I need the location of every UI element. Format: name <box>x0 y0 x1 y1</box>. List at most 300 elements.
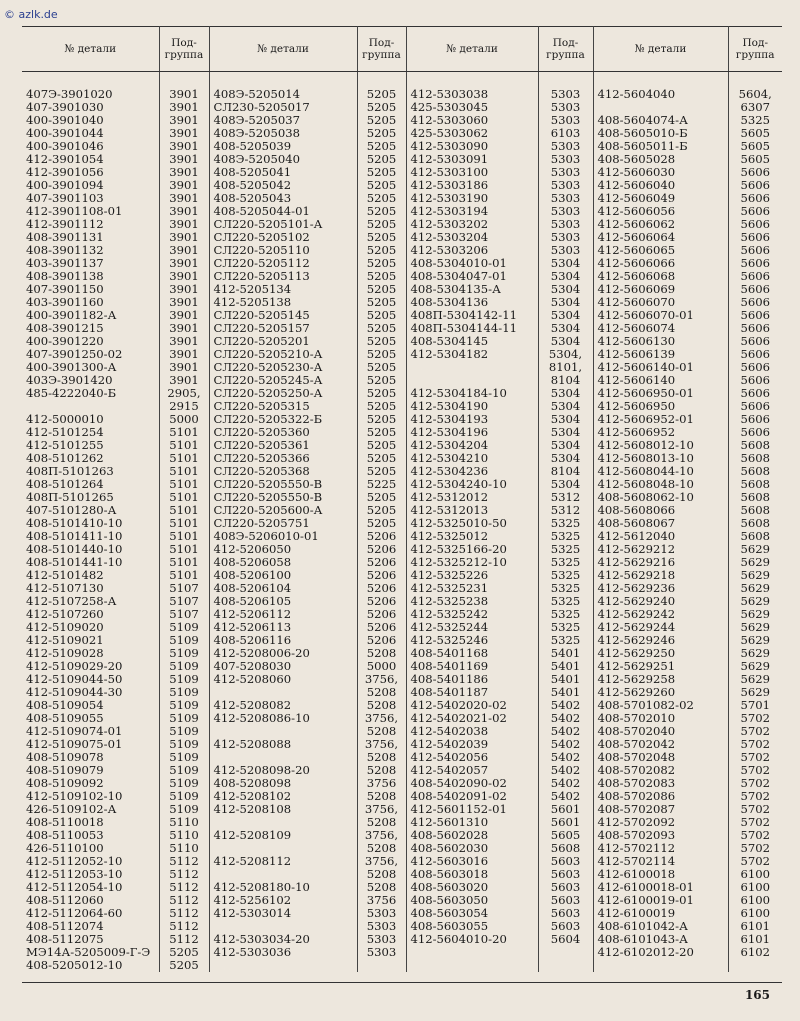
subgroup-cell: 5325 <box>740 114 770 127</box>
subgroup-cell: 3901 <box>159 153 209 166</box>
table-row <box>22 309 782 322</box>
subgroup-cell: 5208 <box>357 764 406 777</box>
part-number-cell: 412-5208098-20 <box>209 764 357 777</box>
table-row <box>22 127 782 140</box>
part-number-cell: 407-3901103 <box>22 192 159 205</box>
part-number-cell: 408-5205042 <box>209 179 357 192</box>
subgroup-cell: 5304 <box>538 478 593 491</box>
part-number-cell: СЛ220-5205315 <box>209 400 357 413</box>
part-number-cell: 412-5208109 <box>209 829 357 842</box>
part-number-cell: 412-5109044-30 <box>22 686 159 699</box>
subgroup-cell: 6307 <box>740 101 770 114</box>
subgroup-cell: 5109 <box>159 777 209 790</box>
table-row <box>22 166 782 179</box>
part-number-cell: 408-5109092 <box>22 777 159 790</box>
part-number-cell: 412-5304193 <box>406 413 538 426</box>
part-number-cell: 412-5112052-10 <box>22 855 159 868</box>
part-number-cell: СЛ220-5205368 <box>209 465 357 478</box>
part-number-cell: 408-5112075 <box>22 933 159 946</box>
subgroup-cell: 5304 <box>538 270 593 283</box>
table-row <box>22 244 782 257</box>
part-number-cell: 412-5608013-10 <box>593 452 728 465</box>
part-number-cell: 412-5208108 <box>209 803 357 816</box>
part-number-cell: 412-5608012-10 <box>593 439 728 452</box>
table-row <box>22 270 782 283</box>
part-number-cell: СЛ220-5205157 <box>209 322 357 335</box>
part-number-cell <box>209 725 357 738</box>
subgroup-cell: 5608 <box>740 517 770 530</box>
subgroup-cell: 5629 <box>740 543 770 556</box>
table-row <box>22 738 782 751</box>
subgroup-cell: 5101 <box>159 491 209 504</box>
part-number-cell: 408-5702083 <box>593 777 728 790</box>
subgroup-cell: 5304 <box>538 439 593 452</box>
part-number-cell: 412-5303091 <box>406 153 538 166</box>
part-number-cell: 408-5205041 <box>209 166 357 179</box>
subgroup-cell: 5107 <box>159 595 209 608</box>
subgroup-cell: 5109 <box>159 790 209 803</box>
subgroup-cell: 3756, <box>357 712 406 725</box>
subgroup-cell: 5402 <box>538 738 593 751</box>
subgroup-cell: 5606 <box>740 335 770 348</box>
subgroup-cell: 5107 <box>159 608 209 621</box>
subgroup-cell: 5629 <box>740 595 770 608</box>
table-row <box>22 816 782 829</box>
part-number-cell: 408-5304145 <box>406 335 538 348</box>
subgroup-cell: 5101 <box>159 439 209 452</box>
subgroup-cell: 5604 <box>538 933 593 946</box>
part-number-cell: СЛ230-5205017 <box>209 101 357 114</box>
subgroup-cell: 5109 <box>159 699 209 712</box>
subgroup-cell: 5112 <box>159 907 209 920</box>
subgroup-cell: 5325 <box>538 517 593 530</box>
subgroup-cell: 5603 <box>538 855 593 868</box>
subgroup-cell: 3901 <box>159 309 209 322</box>
subgroup-cell: 5608 <box>740 439 770 452</box>
part-number-cell: 408-5304010-01 <box>406 257 538 270</box>
part-number-cell: 408-5206116 <box>209 634 357 647</box>
bottom-rule <box>22 982 782 983</box>
table-row <box>22 426 782 439</box>
part-number-cell <box>406 374 538 387</box>
part-number-cell: 408-5603054 <box>406 907 538 920</box>
subgroup-cell: 5606 <box>740 270 770 283</box>
subgroup-cell: 5205 <box>357 361 406 374</box>
part-number-cell: 412-6102012-20 <box>593 946 728 959</box>
subgroup-cell: 5101 <box>159 452 209 465</box>
part-number-cell: 412-5629240 <box>593 595 728 608</box>
part-number-cell: 412-5606140 <box>593 374 728 387</box>
part-number-cell: 412-5606062 <box>593 218 728 231</box>
subgroup-cell: 5000 <box>159 413 209 426</box>
subgroup-cell: 3901 <box>159 140 209 153</box>
subgroup-cell: 5101 <box>159 426 209 439</box>
subgroup-cell: 6101 <box>740 933 770 946</box>
subgroup-cell: 5205 <box>357 387 406 400</box>
part-number-cell: 408-5605028 <box>593 153 728 166</box>
part-number-cell: 408-5109055 <box>22 712 159 725</box>
subgroup-cell: 5206 <box>357 634 406 647</box>
subgroup-cell: 5606 <box>740 257 770 270</box>
part-number-cell: 412-5208082 <box>209 699 357 712</box>
subgroup-cell: 3756, <box>357 673 406 686</box>
subgroup-cell: 3901 <box>159 101 209 114</box>
part-number-cell: 412-5109074-01 <box>22 725 159 738</box>
part-number-cell: 408П-5101265 <box>22 491 159 504</box>
subgroup-cell: 3756 <box>357 894 406 907</box>
part-number-cell: 400-3901220 <box>22 335 159 348</box>
subgroup-cell <box>538 959 593 972</box>
part-number-cell: 408-5101264 <box>22 478 159 491</box>
table-row <box>22 777 782 790</box>
table-row <box>22 335 782 348</box>
part-number-cell: 408-5604074-А <box>593 114 728 127</box>
table-row <box>22 621 782 634</box>
part-number-cell: 412-5208060 <box>209 673 357 686</box>
part-number-cell: 412-5304196 <box>406 426 538 439</box>
subgroup-cell: 5606 <box>740 309 770 322</box>
subgroup-cell: 5303 <box>538 166 593 179</box>
subgroup-cell: 5606 <box>740 192 770 205</box>
part-number-cell: 412-5303206 <box>406 244 538 257</box>
subgroup-cell: 2915 <box>159 400 209 413</box>
subgroup-cell: 5112 <box>159 933 209 946</box>
subgroup-cell: 5702 <box>740 738 770 751</box>
subgroup-cell: 5606 <box>740 218 770 231</box>
table-row <box>22 829 782 842</box>
subgroup-cell: 5205 <box>357 283 406 296</box>
part-number-cell: 408П-5101263 <box>22 465 159 478</box>
part-number-cell: 408-5101410-10 <box>22 517 159 530</box>
subgroup-cell: 5303 <box>357 920 406 933</box>
subgroup-cell <box>357 959 406 972</box>
part-number-cell: 408-3901138 <box>22 270 159 283</box>
table-row <box>22 907 782 920</box>
part-number-cell: 412-5109020 <box>22 621 159 634</box>
part-number-cell: 408-5401168 <box>406 647 538 660</box>
part-number-cell: 408-5101262 <box>22 452 159 465</box>
subgroup-cell: 5205 <box>357 101 406 114</box>
subgroup-cell: 5606 <box>740 166 770 179</box>
part-number-cell: 407Э-3901020 <box>22 72 159 102</box>
subgroup-cell: 5208 <box>357 868 406 881</box>
part-number-header: № детали <box>209 27 357 72</box>
subgroup-cell: 5629 <box>740 660 770 673</box>
part-number-cell: 412-5606952-01 <box>593 413 728 426</box>
part-number-cell: 408Э-5205038 <box>209 127 357 140</box>
subgroup-cell: 5205 <box>357 231 406 244</box>
table-row <box>22 205 782 218</box>
subgroup-cell: 5401 <box>538 686 593 699</box>
part-number-cell <box>406 959 538 972</box>
part-number-cell: 408-5401187 <box>406 686 538 699</box>
table-row <box>22 465 782 478</box>
subgroup-cell: 5110 <box>159 842 209 855</box>
part-number-cell: СЛ220-5205110 <box>209 244 357 257</box>
part-number-header: № детали <box>593 27 728 72</box>
part-number-cell: 412-5612040 <box>593 530 728 543</box>
table-row <box>22 868 782 881</box>
part-number-cell: 412-5606064 <box>593 231 728 244</box>
table-row <box>22 582 782 595</box>
part-number-cell: 412-5107130 <box>22 582 159 595</box>
part-number-cell: 412-5629236 <box>593 582 728 595</box>
subgroup-cell: 5304 <box>538 309 593 322</box>
subgroup-cell: 5325 <box>538 595 593 608</box>
table-row <box>22 634 782 647</box>
part-number-cell: 485-4222040-Б <box>22 387 159 400</box>
table-row <box>22 491 782 504</box>
table-row <box>22 387 782 400</box>
table-row <box>22 283 782 296</box>
subgroup-cell: 5303 <box>357 933 406 946</box>
subgroup-cell: 5206 <box>357 556 406 569</box>
part-number-cell: 412-5109075-01 <box>22 738 159 751</box>
part-number-cell: 412-5606068 <box>593 270 728 283</box>
table-row <box>22 699 782 712</box>
subgroup-cell: 5101 <box>159 569 209 582</box>
part-number-cell: СЛ220-5205322-Б <box>209 413 357 426</box>
part-number-cell: 412-5629218 <box>593 569 728 582</box>
part-number-cell: 412-5206112 <box>209 608 357 621</box>
part-number-cell: СЛ220-5205201 <box>209 335 357 348</box>
table-row <box>22 946 782 959</box>
part-number-cell: 412-5109044-50 <box>22 673 159 686</box>
part-number-cell: 408-5603018 <box>406 868 538 881</box>
subgroup-cell: 5205 <box>357 114 406 127</box>
subgroup-cell: 5303 <box>538 179 593 192</box>
part-number-cell: 426-5109102-А <box>22 803 159 816</box>
subgroup-cell: 5304 <box>538 452 593 465</box>
watermark: © azlk.de <box>4 8 58 21</box>
part-number-cell: 412-5629212 <box>593 543 728 556</box>
part-number-cell: 412-5629251 <box>593 660 728 673</box>
part-number-cell: 412-5629258 <box>593 673 728 686</box>
subgroup-cell: 3901 <box>159 72 209 102</box>
table-row <box>22 478 782 491</box>
part-number-cell: СЛ220-5205113 <box>209 270 357 283</box>
subgroup-cell: 5603 <box>538 894 593 907</box>
part-number-cell: 408П-5304142-11 <box>406 309 538 322</box>
subgroup-cell: 5107 <box>159 582 209 595</box>
subgroup-cell: 5208 <box>357 699 406 712</box>
part-number-cell: СЛ220-5205550-В <box>209 478 357 491</box>
subgroup-cell: 8101, <box>538 361 593 374</box>
part-number-cell: 408-5605010-Б <box>593 127 728 140</box>
subgroup-cell: 5603 <box>538 881 593 894</box>
subgroup-cell: 8104 <box>538 465 593 478</box>
subgroup-cell: 5206 <box>357 621 406 634</box>
subgroup-cell: 5303 <box>538 205 593 218</box>
part-number-cell: 407-3901030 <box>22 101 159 114</box>
subgroup-cell: 6103 <box>538 127 593 140</box>
part-number-cell: 400-3901300-А <box>22 361 159 374</box>
subgroup-cell: 5702 <box>740 751 770 764</box>
table-row <box>22 114 782 127</box>
part-number-cell: 408-5206105 <box>209 595 357 608</box>
part-number-cell: 408-5402090-02 <box>406 777 538 790</box>
part-number-cell: 412-5101255 <box>22 439 159 452</box>
subgroup-cell: 5702 <box>740 829 770 842</box>
subgroup-cell: 5325 <box>538 582 593 595</box>
subgroup-cell: 3901 <box>159 179 209 192</box>
table-row <box>22 101 782 114</box>
part-number-cell <box>209 686 357 699</box>
part-number-cell: 412-5256102 <box>209 894 357 907</box>
part-number-cell: 412-5303090 <box>406 140 538 153</box>
subgroup-cell: 5205 <box>357 179 406 192</box>
part-number-cell: 412-5606065 <box>593 244 728 257</box>
part-number-cell: 412-5304240-10 <box>406 478 538 491</box>
part-number-cell: 408-5304136 <box>406 296 538 309</box>
subgroup-cell: 5606 <box>740 374 770 387</box>
part-number-cell: 408-5402091-02 <box>406 790 538 803</box>
subgroup-cell: 5402 <box>538 764 593 777</box>
subgroup-cell: 5109 <box>159 686 209 699</box>
part-number-cell: 412-5303194 <box>406 205 538 218</box>
part-number-cell: 408-3901215 <box>22 322 159 335</box>
table-row <box>22 712 782 725</box>
subgroup-cell: 5608 <box>740 504 770 517</box>
part-number-cell: 412-5402038 <box>406 725 538 738</box>
part-number-cell: 408П-5304144-11 <box>406 322 538 335</box>
part-number-cell: 407-5208030 <box>209 660 357 673</box>
part-number-cell: 412-5101254 <box>22 426 159 439</box>
subgroup-cell: 5606 <box>740 426 770 439</box>
part-number-cell: 412-5629250 <box>593 647 728 660</box>
table-row <box>22 686 782 699</box>
part-number-cell: 408-5206104 <box>209 582 357 595</box>
subgroup-cell: 5304 <box>538 387 593 400</box>
subgroup-cell: 8104 <box>538 374 593 387</box>
part-number-cell: 412-5606070 <box>593 296 728 309</box>
part-number-cell: 412-5206050 <box>209 543 357 556</box>
part-number-cell: 412-5606140-01 <box>593 361 728 374</box>
part-number-cell: 412-5112054-10 <box>22 881 159 894</box>
part-number-cell: 412-5606130 <box>593 335 728 348</box>
subgroup-cell: 3901 <box>159 127 209 140</box>
subgroup-cell: 5606 <box>740 179 770 192</box>
part-number-cell: 412-5109028 <box>22 647 159 660</box>
part-number-cell: 412-5629216 <box>593 556 728 569</box>
part-number-cell <box>209 751 357 764</box>
subgroup-cell: 5606 <box>740 361 770 374</box>
part-number-cell: 408Э-5205037 <box>209 114 357 127</box>
part-number-cell: 412-5304184-10 <box>406 387 538 400</box>
subgroup-cell: 5000 <box>357 660 406 673</box>
part-number-cell: 408-5112060 <box>22 894 159 907</box>
table-row <box>22 530 782 543</box>
subgroup-cell: 3901 <box>159 244 209 257</box>
subgroup-cell: 5205 <box>357 465 406 478</box>
part-number-cell: 408-5608067 <box>593 517 728 530</box>
subgroup-cell: 5402 <box>538 790 593 803</box>
table-row <box>22 569 782 582</box>
subgroup-cell: 5205 <box>357 218 406 231</box>
subgroup-cell: 5702 <box>740 790 770 803</box>
subgroup-cell: 5206 <box>357 608 406 621</box>
table-row <box>22 881 782 894</box>
part-number-cell: 408-5112074 <box>22 920 159 933</box>
part-number-cell <box>209 920 357 933</box>
subgroup-cell: 5303 <box>538 140 593 153</box>
subgroup-cell: 5206 <box>357 595 406 608</box>
part-number-cell: 412-5304190 <box>406 400 538 413</box>
part-number-cell: 412-5304204 <box>406 439 538 452</box>
part-number-cell <box>406 361 538 374</box>
parts-table <box>22 26 782 972</box>
subgroup-cell: 5605 <box>740 127 770 140</box>
subgroup-cell: 5325 <box>538 634 593 647</box>
table-header-row <box>22 27 782 72</box>
subgroup-cell: 3901 <box>159 218 209 231</box>
subgroup-cell: 5605 <box>538 829 593 842</box>
part-number-cell: 412-5303036 <box>209 946 357 959</box>
subgroup-cell: 5312 <box>538 504 593 517</box>
subgroup-cell: 5205 <box>357 192 406 205</box>
part-number-cell: 403Э-3901420 <box>22 374 159 387</box>
subgroup-cell: 5208 <box>357 686 406 699</box>
table-row <box>22 764 782 777</box>
table-row <box>22 322 782 335</box>
subgroup-cell: 5606 <box>740 244 770 257</box>
subgroup-cell: 5112 <box>159 881 209 894</box>
part-number-cell: 408-5401186 <box>406 673 538 686</box>
subgroup-cell: 5109 <box>159 660 209 673</box>
subgroup-cell: 5325 <box>538 530 593 543</box>
part-number-cell: 400-3901046 <box>22 140 159 153</box>
table-row <box>22 179 782 192</box>
part-number-cell: СЛ220-5205230-А <box>209 361 357 374</box>
subgroup-cell: 6100 <box>740 907 770 920</box>
part-number-cell: 412-5606056 <box>593 205 728 218</box>
table-row <box>22 595 782 608</box>
part-number-cell: 408-5206100 <box>209 569 357 582</box>
subgroup-cell: 5205 <box>357 166 406 179</box>
part-number-cell: СЛ220-5205101-А <box>209 218 357 231</box>
part-number-cell: 412-5206113 <box>209 621 357 634</box>
table-row <box>22 673 782 686</box>
subgroup-cell: 5606 <box>740 231 770 244</box>
subgroup-cell: 3756, <box>357 803 406 816</box>
subgroup-cell: 5205 <box>357 296 406 309</box>
part-number-cell: 408-5702082 <box>593 764 728 777</box>
part-number-cell: 408-5608062-10 <box>593 491 728 504</box>
subgroup-cell: 5205 <box>159 959 209 972</box>
subgroup-cell: 5225 <box>357 478 406 491</box>
subgroup-cell: 5702 <box>740 803 770 816</box>
part-number-cell: 408-5304135-А <box>406 283 538 296</box>
subgroup-cell: 5608 <box>538 842 593 855</box>
subgroup-cell: 5205 <box>357 491 406 504</box>
subgroup-cell: 5205 <box>357 374 406 387</box>
part-number-cell: 412-5303060 <box>406 114 538 127</box>
part-number-cell: 408Э-5206010-01 <box>209 530 357 543</box>
subgroup-cell: 5304 <box>538 413 593 426</box>
part-number-cell: 408-3901132 <box>22 244 159 257</box>
subgroup-cell: 5109 <box>159 738 209 751</box>
subgroup-cell: 5109 <box>159 621 209 634</box>
table-row <box>22 517 782 530</box>
subgroup-cell: 5109 <box>159 803 209 816</box>
subgroup-cell: 5601 <box>538 816 593 829</box>
subgroup-cell: 5205 <box>357 270 406 283</box>
table-row <box>22 855 782 868</box>
part-number-cell: 412-5702112 <box>593 842 728 855</box>
part-number-cell <box>209 959 357 972</box>
subgroup-cell: 5608 <box>740 530 770 543</box>
part-number-cell <box>209 816 357 829</box>
